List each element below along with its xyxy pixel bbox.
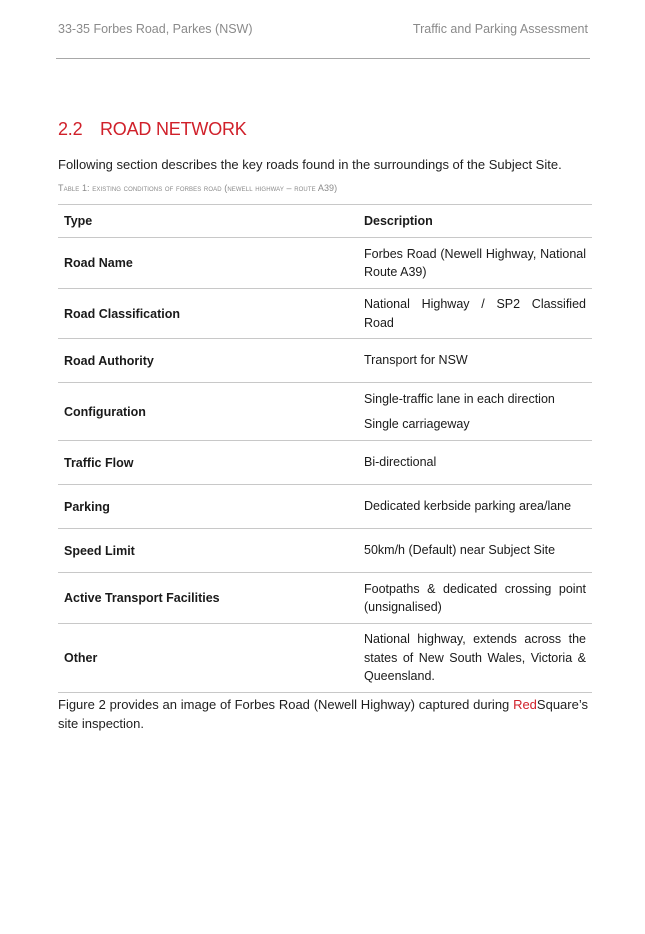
row-description: Dedicated kerbside parking area/lane [358, 485, 592, 529]
closing-paragraph [58, 696, 588, 733]
row-type: Active Transport Facilities [58, 573, 358, 624]
table-row [58, 441, 592, 485]
header-project-address: 33-35 Forbes Road, Parkes (NSW) [58, 22, 253, 36]
table-row [58, 624, 592, 693]
section-heading [58, 119, 247, 140]
row-description: 50km/h (Default) near Subject Site [358, 529, 592, 573]
section-number: 2.2 [58, 119, 83, 139]
row-description: Transport for NSW [358, 339, 592, 383]
row-description: Bi-directional [358, 441, 592, 485]
closing-text-end: ’s site inspection. [58, 697, 588, 731]
section-title: ROAD NETWORK [100, 119, 247, 139]
header-report-title: Traffic and Parking Assessment [412, 22, 588, 36]
row-type: Road Name [58, 238, 358, 289]
brand-name-red: Red [513, 697, 537, 712]
table-row [58, 238, 592, 289]
row-description: National highway, extends across the states of New South Wales, Victoria & Queensland. [358, 624, 592, 693]
row-description-line: Single-traffic lane in each direction [364, 391, 555, 406]
row-description: Footpaths & dedicated crossing point (unsignalised) [358, 573, 592, 624]
row-type: Traffic Flow [58, 441, 358, 485]
row-type: Road Authority [58, 339, 358, 383]
row-description-line: Single carriageway [364, 417, 470, 431]
table-caption: Table 1: existing conditions of forbes road (newell highway – route A39) [58, 183, 338, 193]
row-description [358, 383, 592, 441]
row-type: Parking [58, 485, 358, 529]
intro-paragraph: Following section describes the key roads found in the surroundings of the Subject Site. [58, 157, 562, 172]
row-type: Other [58, 624, 358, 693]
page-header [58, 22, 588, 40]
header-divider [56, 58, 590, 59]
table-row [58, 485, 592, 529]
brand-name-rest: Square [536, 697, 579, 712]
table-header-row [58, 205, 592, 238]
column-header-type: Type [58, 205, 358, 238]
road-conditions-table [58, 204, 592, 693]
row-type: Road Classification [58, 289, 358, 339]
table-row [58, 383, 592, 441]
row-description: National Highway / SP2 Classified Road [358, 289, 592, 339]
column-header-description: Description [358, 205, 592, 238]
row-type: Speed Limit [58, 529, 358, 573]
table-row [58, 573, 592, 624]
closing-text: Figure 2 provides an image of Forbes Road (Newell Highway) captured during [58, 697, 514, 712]
table-row [58, 339, 592, 383]
table-row [58, 289, 592, 339]
table-row [58, 529, 592, 573]
row-description: Forbes Road (Newell Highway, National Route A39) [358, 238, 592, 289]
row-type: Configuration [58, 383, 358, 441]
